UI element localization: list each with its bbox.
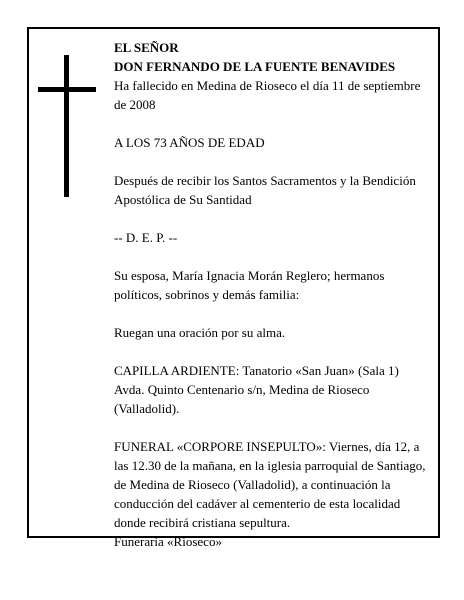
sacraments-statement: Después de recibir los Santos Sacramentos y la Bendición Apostólica de Su Santidad [114, 173, 416, 207]
deceased-name: DON FERNANDO DE LA FUENTE BENAVIDES [114, 59, 396, 74]
age-statement: A LOS 73 AÑOS DE EDAD [114, 135, 265, 150]
prayer-request: Ruegan una oración por su alma. [114, 325, 286, 340]
cross-horizontal-bar [38, 87, 96, 92]
deceased-title: EL SEÑOR [114, 40, 179, 55]
chapel-info: CAPILLA ARDIENTE: Tanatorio «San Juan» (Sala 1) Avda. Quinto Centenario s/n, Medina de Rioseco (Valladolid). [114, 363, 399, 416]
death-statement: Ha fallecido en Medina de Rioseco el día 11 de septiembre de 2008 [114, 78, 421, 112]
funeral-home: Funeraria «Rioseco» [114, 534, 222, 549]
obituary-text [114, 38, 426, 551]
rip-line: -- D. E. P. -- [114, 230, 178, 245]
family-statement: Su esposa, María Ignacia Morán Reglero; hermanos políticos, sobrinos y demás familia: [114, 268, 385, 302]
cross-vertical-bar [64, 55, 69, 197]
funeral-info: FUNERAL «CORPORE INSEPULTO»: Viernes, día 12, a las 12.30 de la mañana, en la iglesia parroquial de Santiago, de Medina de Rioseco (Valladolid), a continuación la conducción del cadáver al cementerio de esta localidad donde recibirá cristiana sepultura. [114, 439, 426, 530]
